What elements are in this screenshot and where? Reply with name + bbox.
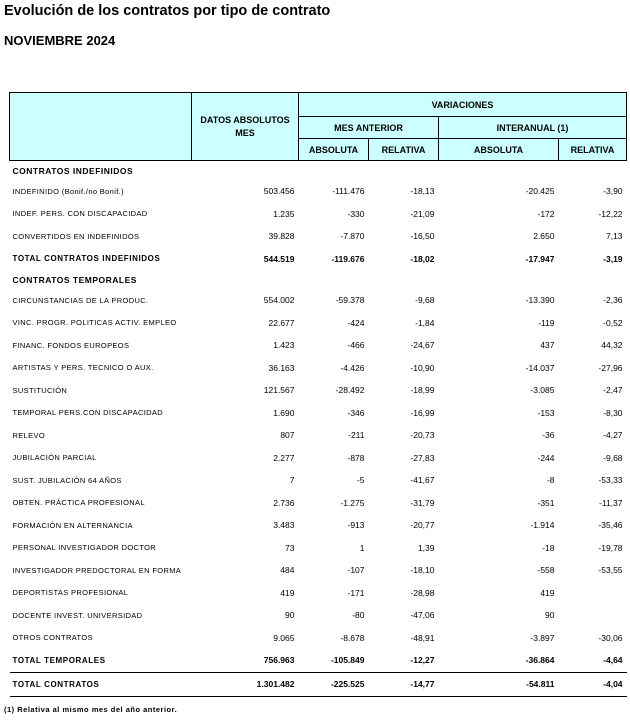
ma-abs-value: -330 bbox=[347, 208, 365, 219]
ma-abs-value: -59.378 bbox=[335, 295, 365, 306]
ma-rel-value: -28,98 bbox=[410, 587, 435, 598]
ia-abs-value: -17.947 bbox=[525, 253, 555, 264]
ia-rel-value: -0,52 bbox=[603, 317, 623, 328]
ma-rel-value: -48,91 bbox=[410, 632, 435, 643]
ma-abs-value: -878 bbox=[347, 452, 365, 463]
abs-value: 36.163 bbox=[268, 362, 295, 373]
row-label: PERSONAL INVESTIGADOR DOCTOR bbox=[12, 543, 157, 553]
page-subtitle: NOVIEMBRE 2024 bbox=[4, 33, 116, 48]
ia-abs-value: -119 bbox=[538, 317, 555, 328]
ma-abs-value: -105.849 bbox=[299, 649, 369, 672]
ia-rel-value: -2,47 bbox=[603, 385, 623, 396]
row-label: DOCENTE INVEST. UNIVERSIDAD bbox=[12, 610, 143, 620]
table-row bbox=[10, 379, 627, 402]
row-label: TOTAL TEMPORALES bbox=[10, 649, 192, 672]
ia-rel-value: 7,13 bbox=[605, 231, 623, 242]
header-ia-relativa: RELATIVA bbox=[559, 139, 627, 161]
ma-rel-value: -20,77 bbox=[410, 520, 435, 531]
table-row bbox=[10, 225, 627, 248]
table-row bbox=[10, 334, 627, 357]
ma-abs-value: -111.476 bbox=[332, 186, 365, 197]
section-title: CONTRATOS INDEFINIDOS bbox=[12, 165, 134, 176]
row-label: RELEVO bbox=[12, 430, 46, 440]
ma-rel-value: -27,83 bbox=[410, 452, 435, 463]
table-body bbox=[10, 161, 627, 697]
ma-rel-value: -21,09 bbox=[410, 208, 435, 219]
total-contratos-row bbox=[10, 672, 627, 696]
ia-rel-value: -35,46 bbox=[598, 520, 623, 531]
ma-abs-value: -211 bbox=[348, 430, 365, 441]
ia-abs-value: -20.425 bbox=[525, 186, 555, 197]
abs-value: 484 bbox=[280, 565, 295, 576]
ma-rel-value: -14,77 bbox=[369, 672, 439, 696]
header-blank-cell bbox=[10, 93, 192, 161]
table-row bbox=[10, 402, 627, 425]
ma-rel-value: -20,73 bbox=[410, 430, 435, 441]
ia-rel-value: -30,06 bbox=[598, 632, 623, 643]
header-mes-anterior: MES ANTERIOR bbox=[299, 117, 439, 139]
contracts-table bbox=[9, 92, 627, 697]
row-label: TEMPORAL PERS.CON DISCAPACIDAD bbox=[12, 408, 164, 418]
header-ma-absoluta: ABSOLUTA bbox=[299, 139, 369, 161]
abs-value: 1.235 bbox=[273, 208, 295, 219]
abs-value: 7 bbox=[289, 475, 295, 486]
ia-rel-value: -3,19 bbox=[603, 253, 623, 264]
ma-rel-value: -18,10 bbox=[410, 565, 435, 576]
ia-rel-value: -8,30 bbox=[603, 407, 623, 418]
ma-abs-value: -107 bbox=[347, 565, 365, 576]
table-row bbox=[10, 559, 627, 582]
table-row bbox=[10, 203, 627, 226]
row-label: FINANC. FONDOS EUROPEOS bbox=[12, 340, 130, 350]
ia-abs-value: -36 bbox=[542, 430, 555, 441]
ma-rel-value: -16,99 bbox=[410, 407, 435, 418]
row-label: JUBILACIÓN PARCIAL bbox=[12, 453, 97, 463]
row-label: TOTAL CONTRATOS bbox=[10, 672, 192, 696]
ia-abs-value: -36.864 bbox=[439, 649, 559, 672]
ma-abs-value: -171 bbox=[347, 587, 365, 598]
header-ia-absoluta: ABSOLUTA bbox=[439, 139, 559, 161]
abs-value: 1.301.482 bbox=[192, 672, 299, 696]
ia-abs-value: -3.085 bbox=[530, 385, 555, 396]
row-label: ARTISTAS Y PERS. TECNICO O AUX. bbox=[12, 363, 154, 373]
section-indefinidos bbox=[10, 161, 627, 181]
total-indefinidos-row bbox=[10, 248, 627, 271]
ia-abs-value: -244 bbox=[537, 452, 555, 463]
table-row bbox=[10, 514, 627, 537]
ma-rel-value: -9,68 bbox=[415, 295, 435, 306]
ia-rel-value: -12,22 bbox=[598, 208, 623, 219]
abs-value: 73 bbox=[285, 542, 295, 553]
row-label: TOTAL CONTRATOS INDEFINIDOS bbox=[12, 254, 161, 264]
ia-rel-value: -11,37 bbox=[599, 497, 623, 508]
ia-rel-value: -19,78 bbox=[598, 542, 623, 553]
ma-abs-value: -119.676 bbox=[331, 253, 365, 264]
ia-abs-value: -1.914 bbox=[530, 520, 555, 531]
row-label: INVESTIGADOR PREDOCTORAL EN FORMA bbox=[12, 565, 182, 575]
row-label: CIRCUNSTANCIAS DE LA PRODUC. bbox=[12, 295, 149, 305]
ia-rel-value: -9,68 bbox=[603, 452, 623, 463]
ia-abs-value: -172 bbox=[537, 208, 555, 219]
abs-value: 503.456 bbox=[263, 186, 295, 197]
ma-abs-value: -225.525 bbox=[299, 672, 369, 696]
abs-value: 554.002 bbox=[263, 295, 295, 306]
ia-abs-value: -14.037 bbox=[525, 362, 555, 373]
ma-rel-value: -18,13 bbox=[410, 186, 435, 197]
table-row bbox=[10, 582, 627, 605]
header-ma-relativa: RELATIVA bbox=[369, 139, 439, 161]
ma-rel-value: 1,39 bbox=[417, 542, 435, 553]
ma-abs-value: -1.275 bbox=[340, 497, 365, 508]
ma-rel-value: -1,84 bbox=[415, 317, 435, 328]
table-header bbox=[10, 93, 627, 161]
ma-rel-value: -12,27 bbox=[369, 649, 439, 672]
table-row bbox=[10, 424, 627, 447]
ia-abs-value: 90 bbox=[545, 610, 555, 621]
ma-rel-value: -41,67 bbox=[410, 475, 435, 486]
ia-abs-value: -558 bbox=[537, 565, 555, 576]
ia-rel-value bbox=[559, 604, 627, 627]
abs-value: 2.736 bbox=[273, 497, 295, 508]
abs-value: 121.567 bbox=[263, 385, 295, 396]
ia-rel-value: 44,32 bbox=[601, 340, 623, 351]
ia-abs-value: -351 bbox=[537, 497, 555, 508]
table-row bbox=[10, 469, 627, 492]
table-row bbox=[10, 312, 627, 335]
abs-value: 9.065 bbox=[273, 632, 295, 643]
ma-abs-value: -4.426 bbox=[340, 362, 365, 373]
ia-rel-value: -53,33 bbox=[598, 475, 623, 486]
table-row bbox=[10, 357, 627, 380]
ia-abs-value: -18 bbox=[542, 542, 555, 553]
table-row bbox=[10, 537, 627, 560]
ma-rel-value: -47,06 bbox=[410, 610, 435, 621]
ia-abs-value: -54.811 bbox=[439, 672, 559, 696]
ia-rel-value: -2,36 bbox=[603, 295, 623, 306]
page-title: Evolución de los contratos por tipo de contrato bbox=[4, 3, 331, 19]
section-title: CONTRATOS TEMPORALES bbox=[12, 274, 137, 285]
abs-value: 90 bbox=[285, 610, 295, 621]
header-variaciones: VARIACIONES bbox=[299, 93, 627, 117]
table-row bbox=[10, 180, 627, 203]
ia-abs-value: 437 bbox=[540, 340, 555, 351]
abs-value: 2.277 bbox=[273, 452, 295, 463]
ia-abs-value: -8 bbox=[546, 475, 555, 486]
abs-value: 544.519 bbox=[263, 253, 295, 264]
abs-value: 419 bbox=[280, 587, 295, 598]
ma-abs-value: -424 bbox=[347, 317, 365, 328]
ma-abs-value: -28.492 bbox=[335, 385, 365, 396]
ia-rel-value: -4,64 bbox=[559, 649, 627, 672]
footnote: (1) Relativa al mismo mes del año anterior. bbox=[4, 705, 178, 714]
ia-abs-value: -13.390 bbox=[525, 295, 555, 306]
ma-rel-value: -16,50 bbox=[410, 231, 435, 242]
ia-rel-value: -53,55 bbox=[598, 565, 623, 576]
row-label: OBTEN. PRÁCTICA PROFESIONAL bbox=[12, 498, 145, 508]
total-temporales-row bbox=[10, 649, 627, 672]
row-label: SUST. JUBILACIÓN 64 AÑOS bbox=[12, 475, 122, 485]
table-row bbox=[10, 604, 627, 627]
ia-abs-value: 2.650 bbox=[533, 231, 555, 242]
ma-rel-value: -24,67 bbox=[410, 340, 435, 351]
row-label: VINC. PROGR. POLITICAS ACTIV. EMPLEO bbox=[12, 318, 177, 328]
table-row bbox=[10, 492, 627, 515]
abs-value: 1.690 bbox=[273, 407, 295, 418]
abs-value: 807 bbox=[280, 430, 295, 441]
ia-rel-value: -4,04 bbox=[559, 672, 627, 696]
ma-abs-value: -7.870 bbox=[340, 231, 365, 242]
ma-abs-value: -8.678 bbox=[340, 632, 365, 643]
table-row bbox=[10, 447, 627, 470]
ma-rel-value: -18,02 bbox=[410, 253, 435, 264]
ia-abs-value: -3.897 bbox=[530, 632, 555, 643]
ma-abs-value: -80 bbox=[352, 610, 365, 621]
ma-abs-value: -913 bbox=[347, 520, 365, 531]
ia-rel-value: -4,27 bbox=[603, 430, 623, 441]
ma-abs-value: -466 bbox=[347, 340, 365, 351]
row-label: SUSTITUCIÓN bbox=[12, 385, 68, 395]
row-label: CONVERTIDOS EN INDEFINIDOS bbox=[12, 231, 140, 241]
abs-value: 3.483 bbox=[273, 520, 295, 531]
row-label: INDEF. PERS. CON DISCAPACIDAD bbox=[12, 209, 148, 219]
abs-value: 756.963 bbox=[192, 649, 299, 672]
row-label: OTROS CONTRATOS bbox=[12, 633, 93, 643]
row-label: INDEFINIDO (Bonif./no Bonif.) bbox=[12, 186, 124, 196]
header-interanual: INTERANUAL (1) bbox=[439, 117, 627, 139]
abs-value: 39.828 bbox=[268, 231, 295, 242]
table-row bbox=[10, 289, 627, 312]
ma-rel-value: -18,99 bbox=[410, 385, 435, 396]
row-label: DEPORTISTAS PROFESIONAL bbox=[12, 588, 129, 598]
row-label: FORMACIÓN EN ALTERNANCIA bbox=[12, 520, 133, 530]
ma-abs-value: 1 bbox=[359, 542, 365, 553]
ia-rel-value: -27,96 bbox=[598, 362, 623, 373]
section-temporales bbox=[10, 270, 627, 289]
ia-abs-value: 419 bbox=[540, 587, 555, 598]
ia-rel-value: -3,90 bbox=[603, 186, 623, 197]
table-row bbox=[10, 627, 627, 650]
abs-value: 22.677 bbox=[268, 317, 295, 328]
ma-abs-value: -5 bbox=[356, 475, 365, 486]
ma-abs-value: -346 bbox=[347, 407, 365, 418]
ma-rel-value: -31,79 bbox=[410, 497, 435, 508]
ia-abs-value: -153 bbox=[537, 407, 555, 418]
header-datos-absolutos: DATOS ABSOLUTOS MES bbox=[192, 93, 299, 161]
ia-rel-value bbox=[559, 582, 627, 605]
ma-rel-value: -10,90 bbox=[410, 362, 435, 373]
abs-value: 1.423 bbox=[273, 340, 295, 351]
